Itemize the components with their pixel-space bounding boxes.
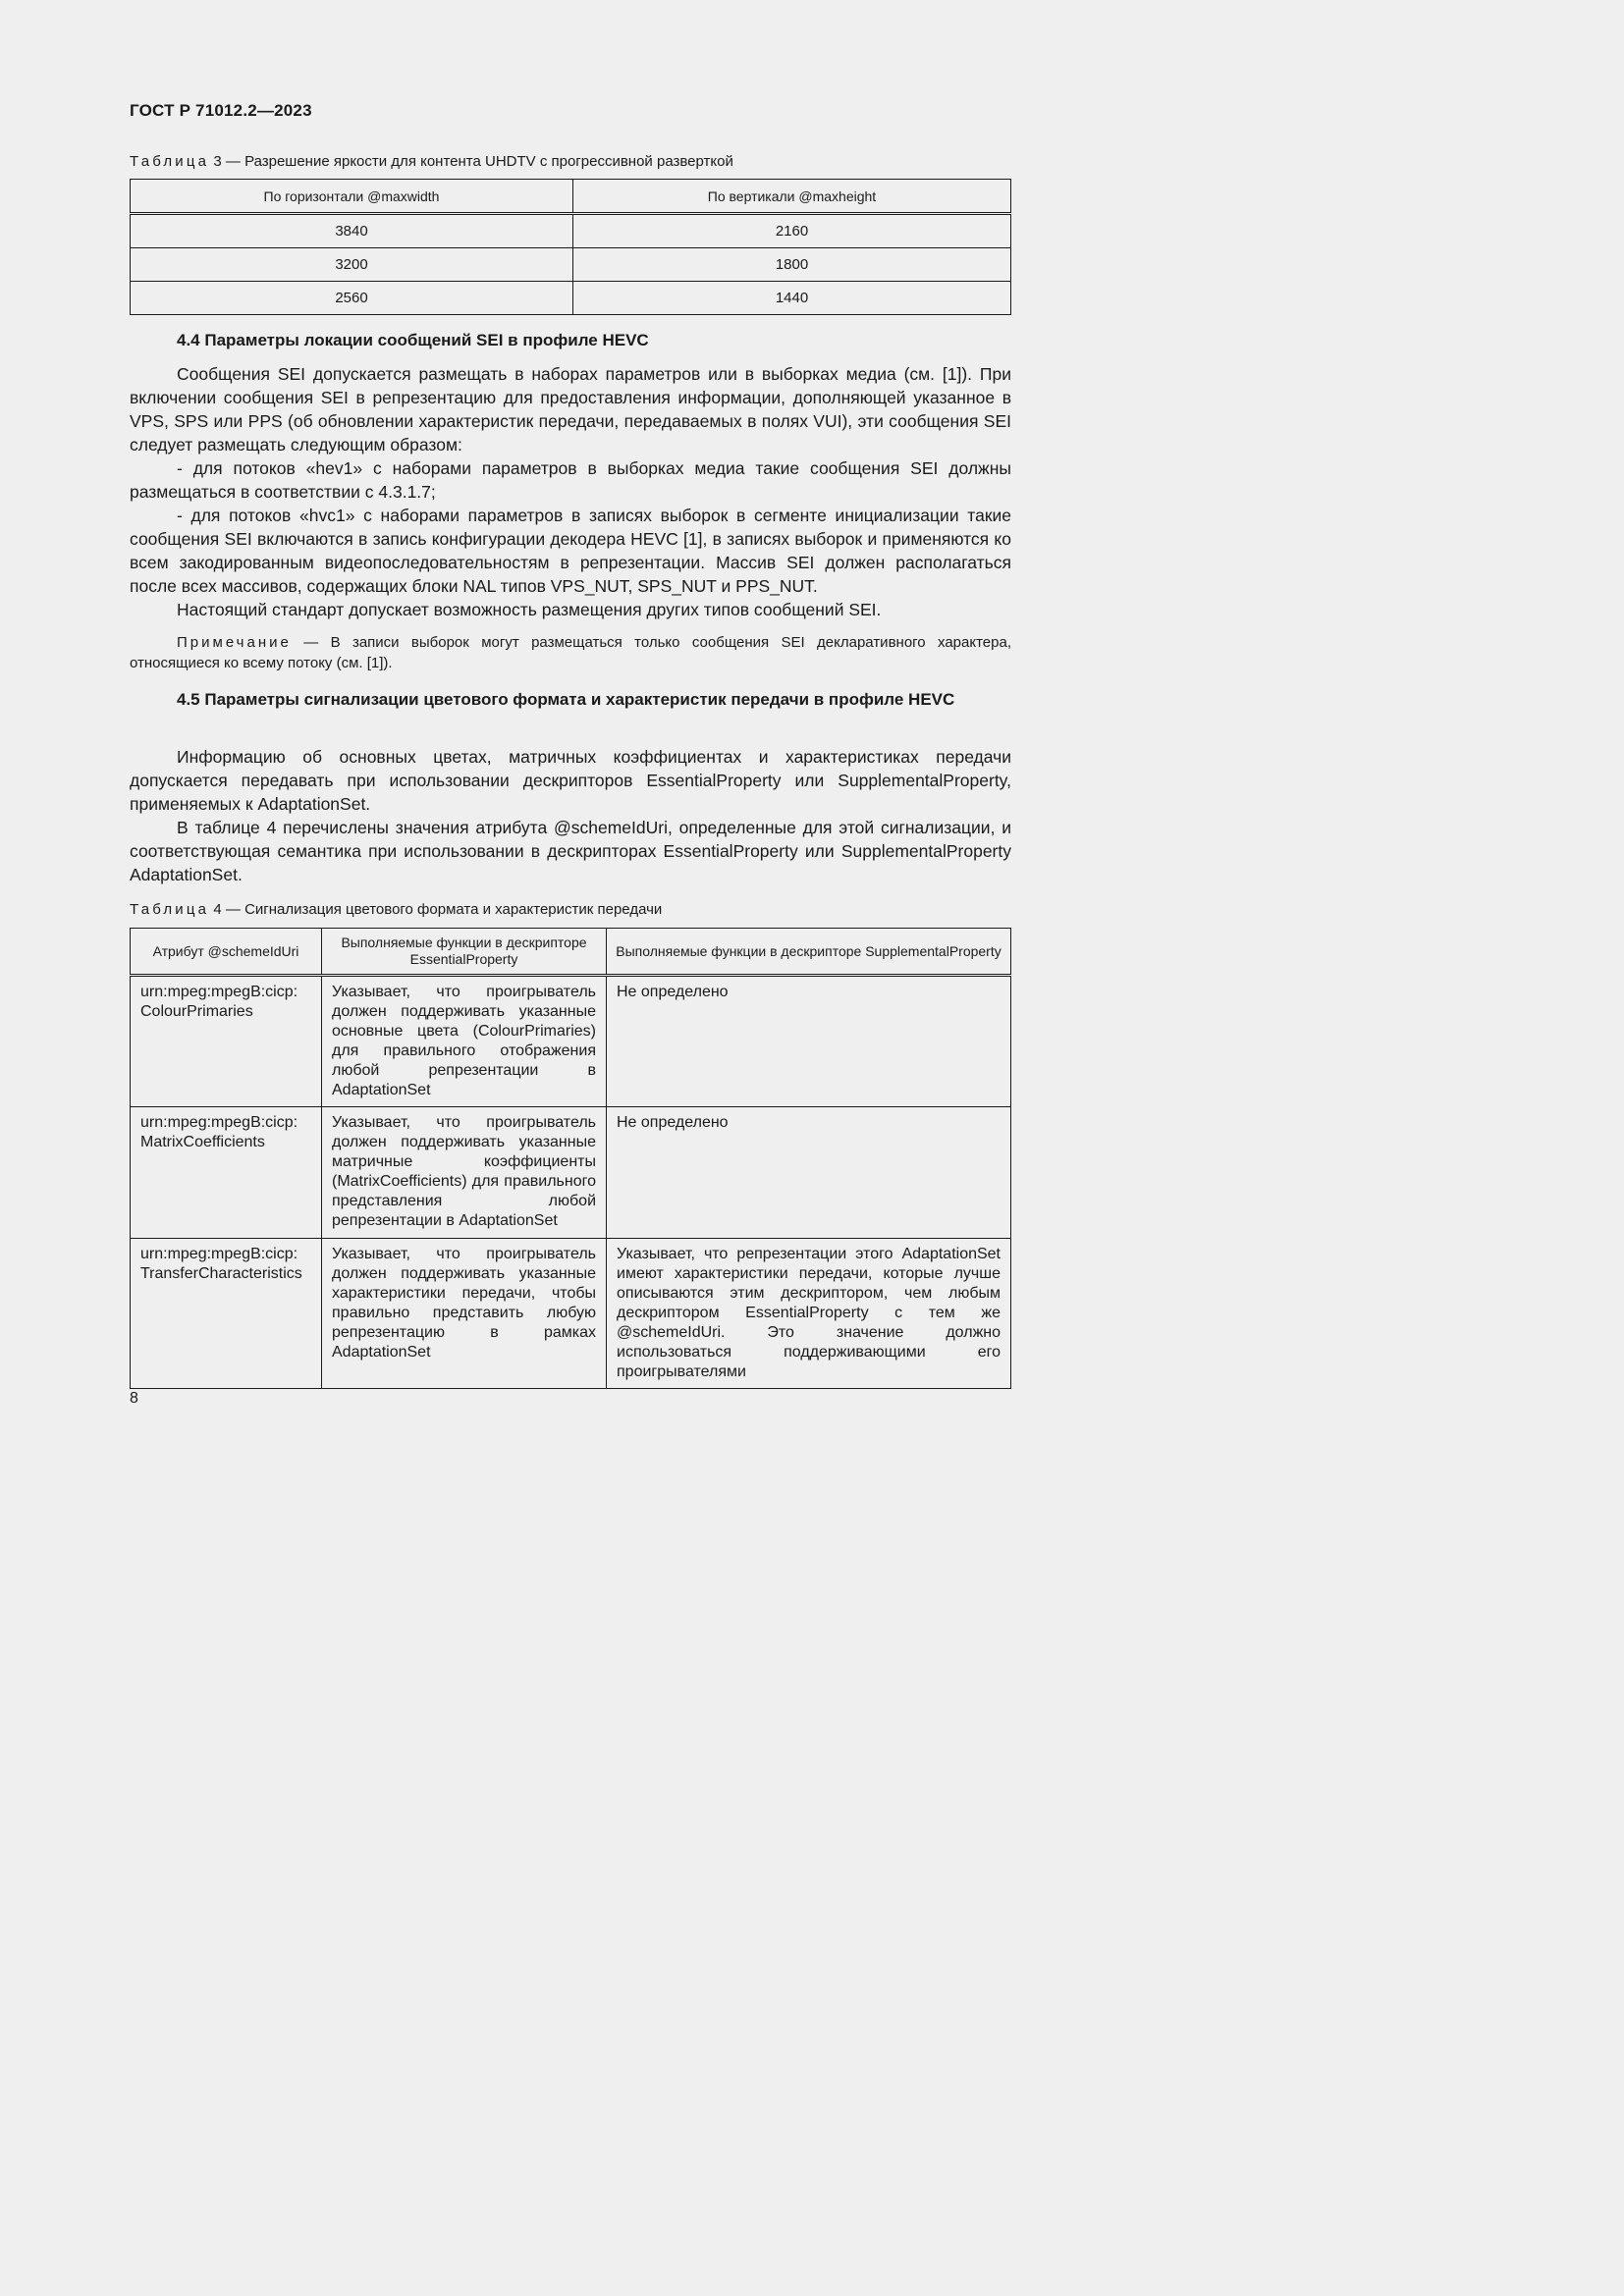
document-header: ГОСТ Р 71012.2—2023 (130, 101, 312, 120)
table4-header-row (131, 929, 1011, 976)
paragraph: Настоящий стандарт допускает возможность размещения других типов сообщений SEI. (177, 600, 882, 619)
table3-col-header: По горизонтали @maxwidth (131, 180, 573, 214)
table4 (130, 928, 1011, 1389)
section-4-5-body (130, 745, 1011, 886)
table3-cell: 3840 (131, 214, 573, 248)
paragraph: В таблице 4 перечислены значения атрибута @schemeIdUri, определенные для этой сигнализации, и соответствующая семантика при использовании в дескрипторах EssentialProperty или SupplementalProperty AdaptationSet. (130, 818, 1011, 884)
table-row (131, 214, 1011, 248)
table4-attribute-cell: urn:mpeg:mpegB:cicp: TransferCharacteristics (131, 1239, 322, 1389)
table3-cell: 2160 (573, 214, 1011, 248)
table4-supplemental-cell: Не определено (607, 1107, 1011, 1239)
note-label: Примечание (177, 634, 292, 651)
table-row (131, 1239, 1011, 1389)
table4-col-header: Выполняемые функции в дескрипторе SupplementalProperty (607, 929, 1011, 976)
table-row (131, 1107, 1011, 1239)
table4-col-header: Выполняемые функции в дескрипторе EssentialProperty (322, 929, 607, 976)
table-row (131, 282, 1011, 315)
paragraph: Сообщения SEI допускается размещать в наборах параметров или в выборках медиа (см. [1]). При включении сообщения SEI в репрезентацию для предоставления информации, дополняющей указанное в VPS, SPS или PPS (об обновлении характеристик передачи, передаваемых в полях VUI), эти сообщения SEI следует размещать следующим образом: (130, 364, 1011, 454)
table3-caption-label: Таблица (130, 153, 210, 170)
page-number: 8 (130, 1390, 138, 1407)
table3-header-row (131, 180, 1011, 214)
table4-essential-cell: Указывает, что проигрыватель должен поддерживать указанные основные цвета (ColourPrimaries) для правильного отображения любой репрезентации в AdaptationSet (322, 976, 607, 1107)
table4-caption-text: 4 — Сигнализация цветового формата и характеристик передачи (209, 901, 663, 918)
table4-caption-label: Таблица (130, 901, 210, 918)
table4-col-header: Атрибут @schemeIdUri (131, 929, 322, 976)
note-text: — В записи выборок могут размещаться только сообщения SEI декларативного характера, относящиеся ко всему потоку (см. [1]). (130, 634, 1011, 671)
table4-essential-cell: Указывает, что проигрыватель должен поддерживать указанные матричные коэффициенты (MatrixCoefficients) для правильного представления любой репрезентации в AdaptationSet (322, 1107, 607, 1239)
table-row (131, 976, 1011, 1107)
table4-supplemental-cell: Не определено (607, 976, 1011, 1107)
section-4-4-body (130, 362, 1011, 621)
table3-caption (130, 153, 733, 170)
table4-supplemental-cell: Указывает, что репрезентации этого AdaptationSet имеют характеристики передачи, которые лучше описываются этим дескриптором, чем любым дескриптором EssentialProperty с тем же @schemeIdUri. Это значение должно использоваться поддерживающими его проигрывателями (607, 1239, 1011, 1389)
section-4-4-title: 4.4 Параметры локации сообщений SEI в профиле HEVC (177, 331, 649, 349)
note (130, 632, 1011, 673)
table4-caption (130, 901, 662, 918)
table3-cell: 1440 (573, 282, 1011, 315)
paragraph: Информацию об основных цветах, матричных коэффициентах и характеристиках передачи допускается передавать при использовании дескрипторов EssentialProperty или SupplementalProperty, применяемых к AdaptationSet. (130, 747, 1011, 814)
table-row (131, 248, 1011, 282)
table3-caption-text: 3 — Разрешение яркости для контента UHDTV с прогрессивной разверткой (209, 153, 733, 170)
table4-attribute-cell: urn:mpeg:mpegB:cicp: ColourPrimaries (131, 976, 322, 1107)
table3-cell: 1800 (573, 248, 1011, 282)
table4-attribute-cell: urn:mpeg:mpegB:cicp: MatrixCoefficients (131, 1107, 322, 1239)
list-item: - для потоков «hvc1» с наборами параметров в записях выборок в сегменте инициализации такие сообщения SEI включаются в запись конфигурации декодера HEVC [1], в записях выборок и применяются ко всем закодированным видеопоследовательностям в репрезентации. Массив SEI должен располагаться после всех массивов, содержащих блоки NAL типов VPS_NUT, SPS_NUT и PPS_NUT. (130, 506, 1011, 596)
section-4-5-title: 4.5 Параметры сигнализации цветового формата и характеристик передачи в профиле HEVC (177, 690, 955, 709)
table3-cell: 2560 (131, 282, 573, 315)
table3-col-header: По вертикали @maxheight (573, 180, 1011, 214)
list-item: - для потоков «hev1» с наборами параметров в выборках медиа такие сообщения SEI должны размещаться в соответствии с 4.3.1.7; (130, 458, 1011, 502)
table4-essential-cell: Указывает, что проигрыватель должен поддерживать указанные характеристики передачи, чтобы правильно представить любую репрезентацию в рамках AdaptationSet (322, 1239, 607, 1389)
table3 (130, 179, 1011, 315)
table3-cell: 3200 (131, 248, 573, 282)
